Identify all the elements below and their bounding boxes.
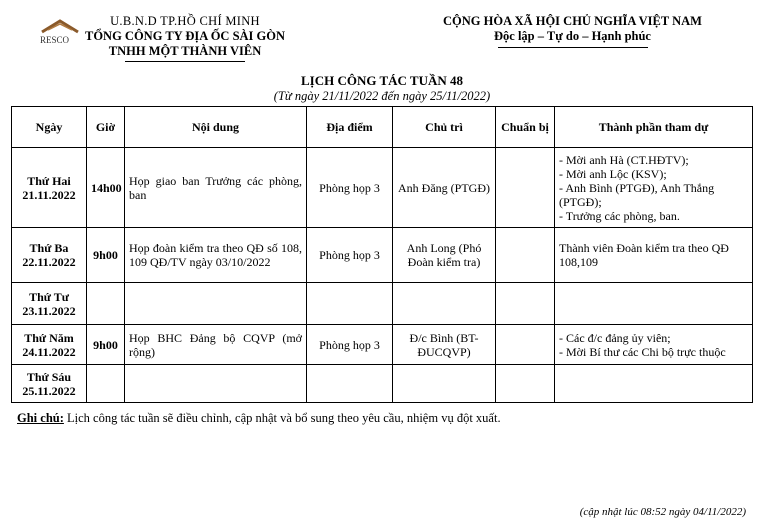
time-cell [87,365,125,403]
footnote-label: Ghi chú: [17,411,64,425]
day-name: Thứ Ba [29,241,69,255]
table-row [12,283,753,325]
location-cell [307,365,393,403]
day-name: Thứ Năm [24,330,74,345]
time-cell [87,283,125,325]
page-title: LỊCH CÔNG TÁC TUẦN 48 [300,73,464,88]
chair-cell [393,365,496,403]
col-header-chair: Chủ trì [393,107,496,148]
participant-item: - Trưởng các phòng, ban. [559,208,680,223]
table-row [12,148,753,228]
content-cell [125,365,307,403]
day-cell [12,365,87,403]
location-cell: Phòng họp 3 [307,148,393,228]
day-date: 22.11.2022 [22,255,76,269]
motto: Độc lập – Tự do – Hạnh phúc [494,29,651,43]
prep-cell [496,365,555,403]
participant-item: - Mời anh Hà (CT.HĐTV); [559,152,689,167]
col-header-location: Địa điểm [307,107,393,148]
participants-cell [555,148,753,228]
participants-cell [555,365,753,403]
participant-item: - Mời anh Lộc (KSV); [559,166,667,181]
participants-cell [555,283,753,325]
day-date: 24.11.2022 [22,344,76,359]
chair-cell: Đ/c Bình (BT- ĐUCQVP) [393,325,496,365]
day-date: 21.11.2022 [22,187,76,202]
participant-item: - Mời Bí thư các Chi bộ trực thuộc [559,344,726,359]
org-line-1: U.B.N.D TP.HỒ CHÍ MINH [110,14,260,28]
table-row [12,228,753,283]
time-cell: 14h00 [87,148,125,228]
prep-cell [496,148,555,228]
day-name: Thứ Hai [27,173,71,188]
col-header-day: Ngày [12,107,87,148]
location-cell [307,283,393,325]
header-left-rule [125,61,245,62]
time-cell: 9h00 [87,228,125,283]
day-date: 23.11.2022 [22,303,76,318]
org-line-3: TNHH MỘT THÀNH VIÊN [108,44,262,58]
location-cell: Phòng họp 3 [307,325,393,365]
day-cell [12,325,87,365]
chair-cell: Anh Đăng (PTGĐ) [393,148,496,228]
prep-cell [496,228,555,283]
content-cell [125,283,307,325]
header-right-rule [498,47,648,48]
participants-cell [555,325,753,365]
participant-item: - Anh Bình (PTGĐ), Anh Thắng (PTGĐ); [559,180,715,209]
participants-cell [555,228,753,283]
org-line-2: TỔNG CÔNG TY ĐỊA ỐC SÀI GÒN [84,29,286,43]
footnote-text: Lịch công tác tuần sẽ điều chỉnh, cập nhật và bổ sung theo yêu cầu, nhiệm vụ đột xuất. [63,411,501,425]
col-header-content: Nội dung [125,107,307,148]
participant-item: Thành viên Đoàn kiểm tra theo QĐ 108,109 [559,241,729,269]
prep-cell [496,325,555,365]
header-row [12,107,753,148]
day-cell [12,283,87,325]
chair-cell [393,283,496,325]
content-cell: Họp giao ban Trưởng các phòng, ban [125,148,307,228]
prep-cell [496,283,555,325]
location-cell: Phòng họp 3 [307,228,393,283]
day-name: Thứ Tư [29,289,69,304]
logo-text: RESCO [40,35,70,45]
participant-item: - Các đ/c đảng ủy viên; [559,330,671,345]
content-cell: Họp BHC Đảng bộ CQVP (mở rộng) [125,325,307,365]
time-cell: 9h00 [87,325,125,365]
table-row [12,365,753,403]
content-cell: Họp đoàn kiểm tra theo QĐ số 108, 109 QĐ/TV ngày 03/10/2022 [125,228,307,283]
day-cell [12,228,87,283]
chair-cell: Anh Long (Phó Đoàn kiểm tra) [393,228,496,283]
col-header-time: Giờ [87,107,125,148]
day-name: Thứ Sáu [26,369,72,384]
col-header-participants: Thành phần tham dự [555,107,753,148]
day-cell [12,148,87,228]
footnote [17,411,501,426]
page-subtitle: (Từ ngày 21/11/2022 đến ngày 25/11/2022) [273,89,491,103]
update-timestamp: (cập nhật lúc 08:52 ngày 04/11/2022) [579,506,746,518]
table-row [12,325,753,365]
day-date: 25.11.2022 [22,383,76,398]
header-left [70,14,300,62]
col-header-prep: Chuẩn bị [496,107,555,148]
country-name: CỘNG HÒA XÃ HỘI CHỦ NGHĨA VIỆT NAM [443,14,702,28]
header-right [440,14,705,48]
schedule-table [11,106,753,403]
